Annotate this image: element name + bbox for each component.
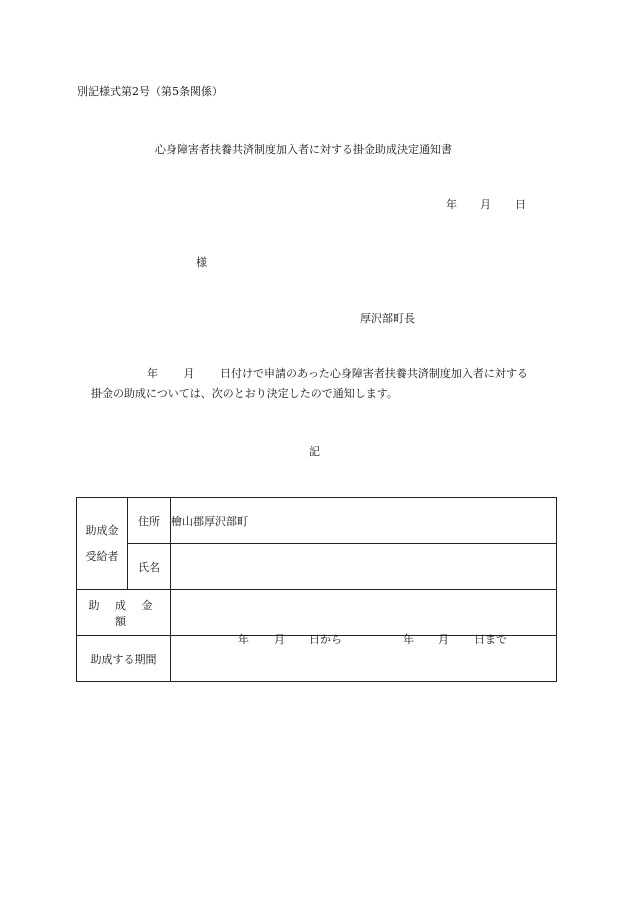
table-row-amount — [77, 590, 557, 636]
date-year-label: 年 — [446, 198, 457, 211]
subsidy-info-table — [76, 497, 557, 682]
address-label: 住所 — [128, 498, 171, 544]
address-value: 檜山郡厚沢部町 — [171, 498, 557, 544]
table-row-address — [77, 498, 557, 544]
name-value — [171, 544, 557, 590]
period-end-month: 月 — [438, 633, 449, 646]
body-text-line-1: 年 月 日付けで申請のあった心身障害者扶養共済制度加入者に対する — [147, 367, 528, 380]
table-row-period — [77, 636, 557, 682]
form-number: 別記様式第2号（第5条関係） — [77, 85, 223, 98]
issuer-name: 厚沢部町長 — [360, 312, 415, 325]
body-text-line-2: 掛金の助成については、次のとおり決定したので通知します。 — [91, 387, 398, 400]
date-month-label: 月 — [480, 198, 491, 211]
period-label: 助成する期間 — [77, 636, 171, 682]
amount-label: 助 成 金 額 — [77, 590, 171, 636]
amount-value — [171, 590, 557, 636]
period-start-month: 月 — [274, 633, 285, 646]
addressee-honorific: 様 — [196, 256, 207, 269]
period-end-day: 日まで — [474, 633, 507, 646]
recipient-label-cell — [77, 498, 128, 590]
ki-heading: 記 — [309, 445, 320, 458]
period-value — [171, 633, 557, 682]
table-row-name — [77, 544, 557, 590]
document-title: 心身障害者扶養共済制度加入者に対する掛金助成決定通知書 — [155, 143, 452, 156]
period-start-year: 年 — [238, 633, 249, 646]
period-end-year: 年 — [403, 633, 414, 646]
name-label: 氏名 — [128, 544, 171, 590]
period-start-day: 日から — [309, 633, 342, 646]
date-day-label: 日 — [515, 198, 526, 211]
recipient-label-line-2: 受給者 — [85, 549, 119, 563]
recipient-label-line-1: 助成金 — [85, 524, 119, 538]
